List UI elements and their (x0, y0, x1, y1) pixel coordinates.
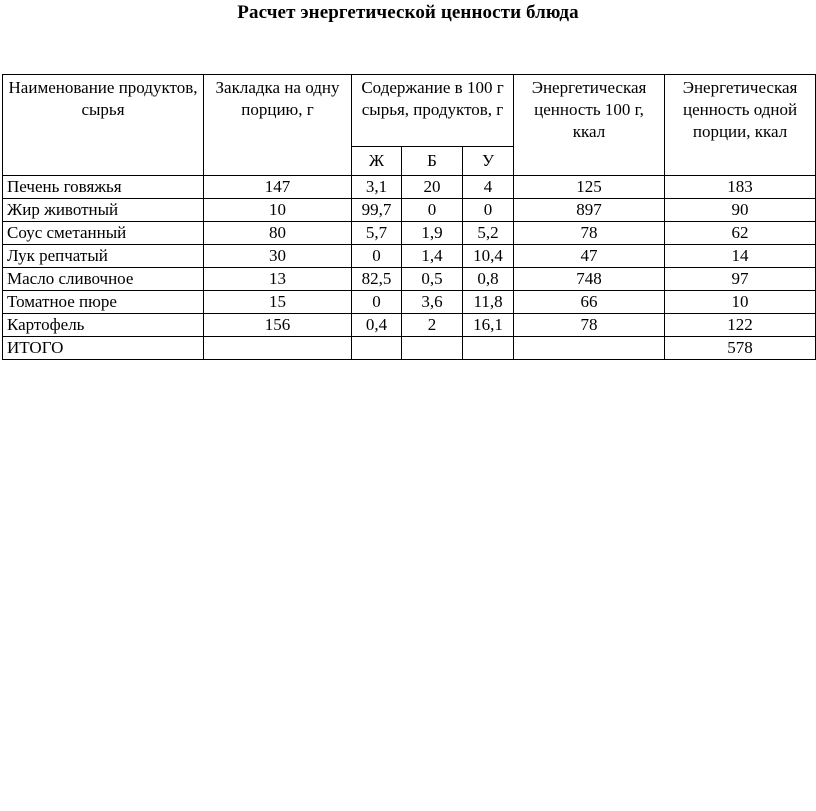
fat-cell: 0 (352, 245, 402, 268)
energy-100g-cell: 66 (514, 291, 665, 314)
product-name-cell: Лук репчатый (3, 245, 204, 268)
portion-cell: 80 (204, 222, 352, 245)
fat-cell: 0,4 (352, 314, 402, 337)
energy-100g-cell: 78 (514, 222, 665, 245)
carbs-cell: 0,8 (463, 268, 514, 291)
total-row (3, 337, 816, 360)
carbs-cell: 4 (463, 176, 514, 199)
portion-cell: 13 (204, 268, 352, 291)
energy-portion-cell: 14 (665, 245, 816, 268)
fat-cell: 3,1 (352, 176, 402, 199)
energy-100g-cell: 748 (514, 268, 665, 291)
portion-cell: 147 (204, 176, 352, 199)
product-name-cell: Жир животный (3, 199, 204, 222)
table-row (3, 245, 816, 268)
header-protein: Б (402, 147, 463, 176)
table-body (3, 176, 816, 337)
header-carbs: У (463, 147, 514, 176)
energy-100g-cell: 78 (514, 314, 665, 337)
table-row (3, 176, 816, 199)
carbs-cell: 10,4 (463, 245, 514, 268)
table-row (3, 199, 816, 222)
header-energy-per-portion: Энергетическая ценность одной порции, ккал (665, 75, 816, 176)
product-name-cell: Картофель (3, 314, 204, 337)
fat-cell: 82,5 (352, 268, 402, 291)
energy-100g-cell: 47 (514, 245, 665, 268)
protein-cell: 2 (402, 314, 463, 337)
table-row (3, 314, 816, 337)
document-title: Расчет энергетической ценности блюда (237, 2, 579, 23)
table-row (3, 291, 816, 314)
energy-portion-cell: 10 (665, 291, 816, 314)
header-energy-per-100g: Энергетическая ценность 100 г, ккал (514, 75, 665, 176)
total-empty-cell (402, 337, 463, 360)
total-energy-portion: 578 (665, 337, 816, 360)
portion-cell: 15 (204, 291, 352, 314)
total-empty-cell (514, 337, 665, 360)
portion-cell: 30 (204, 245, 352, 268)
protein-cell: 20 (402, 176, 463, 199)
energy-portion-cell: 122 (665, 314, 816, 337)
protein-cell: 3,6 (402, 291, 463, 314)
table-row (3, 268, 816, 291)
energy-portion-cell: 97 (665, 268, 816, 291)
fat-cell: 99,7 (352, 199, 402, 222)
table-row (3, 222, 816, 245)
carbs-cell: 11,8 (463, 291, 514, 314)
header-content-per-100g: Содержание в 100 г сырья, продуктов, г (352, 75, 514, 147)
energy-100g-cell: 125 (514, 176, 665, 199)
fat-cell: 0 (352, 291, 402, 314)
protein-cell: 1,4 (402, 245, 463, 268)
carbs-cell: 0 (463, 199, 514, 222)
portion-cell: 156 (204, 314, 352, 337)
header-fat: Ж (352, 147, 402, 176)
energy-portion-cell: 90 (665, 199, 816, 222)
energy-portion-cell: 62 (665, 222, 816, 245)
portion-cell: 10 (204, 199, 352, 222)
energy-value-table (2, 74, 816, 360)
header-portion-weight: Закладка на одну порцию, г (204, 75, 352, 176)
total-empty-cell (352, 337, 402, 360)
total-label: ИТОГО (3, 337, 204, 360)
protein-cell: 0,5 (402, 268, 463, 291)
energy-100g-cell: 897 (514, 199, 665, 222)
fat-cell: 5,7 (352, 222, 402, 245)
energy-portion-cell: 183 (665, 176, 816, 199)
total-empty-cell (463, 337, 514, 360)
total-empty-cell (204, 337, 352, 360)
product-name-cell: Масло сливочное (3, 268, 204, 291)
product-name-cell: Печень говяжья (3, 176, 204, 199)
carbs-cell: 5,2 (463, 222, 514, 245)
product-name-cell: Томатное пюре (3, 291, 204, 314)
protein-cell: 0 (402, 199, 463, 222)
carbs-cell: 16,1 (463, 314, 514, 337)
header-product-name: Наименование продуктов, сырья (3, 75, 204, 176)
product-name-cell: Соус сметанный (3, 222, 204, 245)
protein-cell: 1,9 (402, 222, 463, 245)
